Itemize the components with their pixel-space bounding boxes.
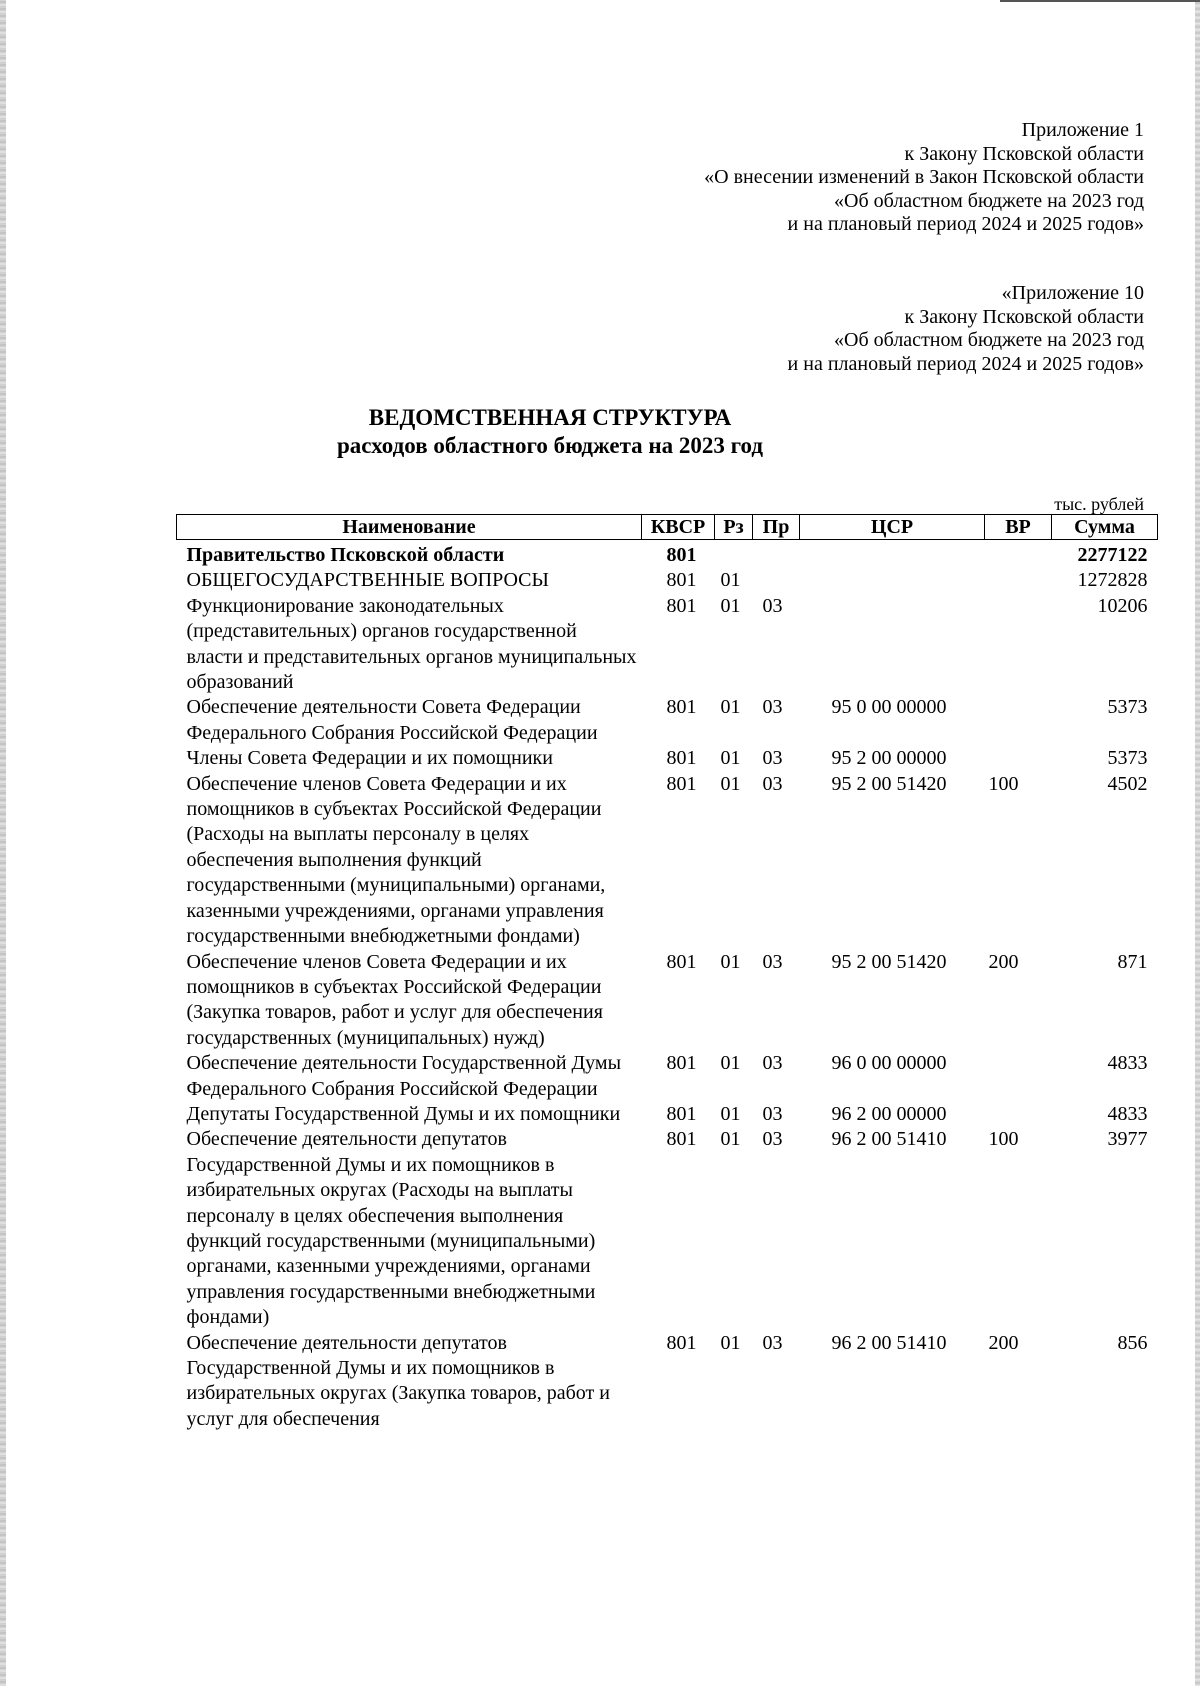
row-csr bbox=[800, 568, 985, 593]
row-sum: 3977 bbox=[1107, 1128, 1148, 1151]
row-sum: 871 bbox=[1117, 950, 1148, 973]
row-pr: 03 bbox=[762, 696, 783, 719]
row-kvsr: 801 bbox=[666, 1128, 697, 1151]
row-rz: 01 bbox=[720, 569, 741, 592]
appendix-10-line: «Об областном бюджете на 2023 год bbox=[834, 329, 1144, 351]
header-rz: Рз bbox=[715, 515, 753, 540]
row-vr bbox=[985, 568, 1052, 593]
table-row bbox=[177, 1127, 1158, 1330]
row-csr: 96 2 00 00000 bbox=[831, 1102, 947, 1125]
row-name: Депутаты Государственной Думы и их помощники bbox=[186, 1102, 621, 1125]
header-kvsr: КВСР bbox=[642, 515, 715, 540]
scan-top-rule bbox=[1000, 0, 1200, 2]
row-csr: 95 2 00 51420 bbox=[831, 772, 947, 795]
row-sum: 4833 bbox=[1107, 1052, 1148, 1075]
header-pr: Пр bbox=[753, 515, 800, 540]
row-sum: 4502 bbox=[1107, 772, 1148, 795]
document-title-line-2: расходов областного бюджета на 2023 год bbox=[336, 433, 763, 458]
row-csr: 96 2 00 51410 bbox=[831, 1331, 947, 1354]
table-row bbox=[177, 568, 1158, 593]
appendix-1-block bbox=[704, 119, 1144, 237]
row-vr: 200 bbox=[988, 1331, 1019, 1354]
row-sum: 4833 bbox=[1107, 1102, 1148, 1125]
table-row bbox=[177, 594, 1158, 696]
row-name: Обеспечение деятельности депутатов Государственной Думы и их помощников в избирательных округах (Закупка товаров, работ и услуг для обеспечения bbox=[186, 1331, 610, 1430]
row-pr: 03 bbox=[762, 1102, 783, 1125]
row-kvsr: 801 bbox=[666, 1102, 697, 1125]
row-pr bbox=[753, 540, 800, 569]
row-vr bbox=[985, 1051, 1052, 1102]
table-row bbox=[177, 746, 1158, 771]
row-pr: 03 bbox=[762, 1128, 783, 1151]
table-row bbox=[177, 1331, 1158, 1433]
row-csr: 96 0 00 00000 bbox=[831, 1052, 947, 1075]
units-label: тыс. рублей bbox=[1054, 494, 1144, 514]
row-vr: 100 bbox=[988, 1128, 1019, 1151]
row-name: Обеспечение деятельности Совета Федерации Федерального Собрания Российской Федерации bbox=[186, 696, 598, 744]
document-title-line-1: ВЕДОМСТВЕННАЯ СТРУКТУРА bbox=[368, 405, 732, 430]
row-kvsr: 801 bbox=[666, 544, 697, 566]
row-rz: 01 bbox=[720, 594, 741, 617]
table-row bbox=[177, 950, 1158, 1052]
row-kvsr: 801 bbox=[666, 594, 697, 617]
row-csr bbox=[800, 540, 985, 569]
row-name: Обеспечение членов Совета Федерации и их помощников в субъектах Российской Федерации (Расходы на выплаты персоналу в целях обеспечения выполнения функций государственными (муниципальными) органами, казенными учреждениями, органами управления государственными внебюджетными фондами) bbox=[186, 772, 606, 948]
row-vr bbox=[985, 695, 1052, 746]
row-csr: 96 2 00 51410 bbox=[831, 1128, 947, 1151]
appendix-10-block bbox=[788, 282, 1144, 376]
table-row bbox=[177, 1102, 1158, 1127]
row-name: Функционирование законодательных (представительных) органов государственной власти и представительных органов муниципальных образований bbox=[186, 594, 637, 694]
row-rz: 01 bbox=[720, 1052, 741, 1075]
table-row bbox=[177, 540, 1158, 569]
row-kvsr: 801 bbox=[666, 569, 697, 592]
row-vr bbox=[985, 1102, 1052, 1127]
row-pr: 03 bbox=[762, 747, 783, 770]
row-name: Обеспечение деятельности Государственной Думы Федерального Собрания Российской Федерации bbox=[186, 1052, 622, 1100]
row-kvsr: 801 bbox=[666, 1052, 697, 1075]
row-rz: 01 bbox=[720, 747, 741, 770]
appendix-10-line: и на плановый период 2024 и 2025 годов» bbox=[787, 352, 1144, 375]
row-rz: 01 bbox=[720, 1128, 741, 1151]
row-pr: 03 bbox=[762, 594, 783, 617]
row-csr: 95 2 00 00000 bbox=[831, 747, 947, 770]
row-csr: 95 2 00 51420 bbox=[831, 950, 947, 973]
document-title bbox=[0, 404, 1100, 460]
row-vr bbox=[985, 540, 1052, 569]
row-rz: 01 bbox=[720, 950, 741, 973]
row-pr: 03 bbox=[762, 950, 783, 973]
row-vr bbox=[985, 594, 1052, 696]
row-rz: 01 bbox=[720, 1331, 741, 1354]
row-vr bbox=[985, 746, 1052, 771]
header-sum: Сумма bbox=[1052, 515, 1158, 540]
table-row bbox=[177, 1051, 1158, 1102]
appendix-1-line: Приложение 1 bbox=[1021, 119, 1144, 141]
row-name: Обеспечение членов Совета Федерации и их помощников в субъектах Российской Федерации (Закупка товаров, работ и услуг для обеспечения государственных (муниципальных) нужд) bbox=[186, 950, 603, 1049]
header-vr: ВР bbox=[985, 515, 1052, 540]
row-sum: 5373 bbox=[1107, 747, 1148, 770]
appendix-10-line: «Приложение 10 bbox=[1001, 282, 1144, 304]
scan-edge-right bbox=[1195, 0, 1200, 1686]
appendix-1-line: «Об областном бюджете на 2023 год bbox=[834, 189, 1144, 212]
scan-edge-left bbox=[0, 0, 6, 1686]
row-name: Обеспечение деятельности депутатов Государственной Думы и их помощников в избирательных округах (Расходы на выплаты персоналу в целях обеспечения выполнения функций государственными (муниципальными) органами, казенными учреждениями, органами управления государственными внебюджетными фондами) bbox=[186, 1128, 596, 1329]
row-rz: 01 bbox=[720, 772, 741, 795]
row-sum: 856 bbox=[1117, 1331, 1148, 1354]
row-kvsr: 801 bbox=[666, 950, 697, 973]
row-rz: 01 bbox=[720, 1102, 741, 1125]
row-name: ОБЩЕГОСУДАРСТВЕННЫЕ ВОПРОСЫ bbox=[186, 569, 549, 592]
row-name: Члены Совета Федерации и их помощники bbox=[186, 747, 553, 770]
row-rz: 01 bbox=[720, 696, 741, 719]
row-pr bbox=[753, 568, 800, 593]
table-row bbox=[177, 695, 1158, 746]
row-csr: 95 0 00 00000 bbox=[831, 696, 947, 719]
appendix-10-line: к Закону Псковской области bbox=[904, 305, 1144, 328]
row-kvsr: 801 bbox=[666, 772, 697, 795]
row-sum: 5373 bbox=[1107, 696, 1148, 719]
row-kvsr: 801 bbox=[666, 696, 697, 719]
row-kvsr: 801 bbox=[666, 1331, 697, 1354]
row-pr: 03 bbox=[762, 1331, 783, 1354]
row-vr: 200 bbox=[988, 950, 1019, 973]
row-csr bbox=[800, 594, 985, 696]
budget-structure-table bbox=[176, 514, 1158, 1432]
appendix-1-line: «О внесении изменений в Закон Псковской области bbox=[704, 166, 1144, 188]
row-vr: 100 bbox=[988, 772, 1019, 795]
row-sum: 10206 bbox=[1097, 594, 1148, 617]
row-rz bbox=[715, 540, 753, 569]
header-csr: ЦСР bbox=[800, 515, 985, 540]
row-pr: 03 bbox=[762, 1052, 783, 1075]
row-kvsr: 801 bbox=[666, 747, 697, 770]
table-row bbox=[177, 772, 1158, 950]
row-sum: 1272828 bbox=[1077, 569, 1148, 592]
table-header-row bbox=[177, 515, 1158, 540]
row-pr: 03 bbox=[762, 772, 783, 795]
row-name: Правительство Псковской области bbox=[186, 544, 505, 566]
row-sum: 2277122 bbox=[1077, 544, 1148, 566]
appendix-1-line: к Закону Псковской области bbox=[904, 142, 1144, 165]
appendix-1-line: и на плановый период 2024 и 2025 годов» bbox=[787, 213, 1144, 235]
header-name: Наименование bbox=[177, 515, 642, 540]
